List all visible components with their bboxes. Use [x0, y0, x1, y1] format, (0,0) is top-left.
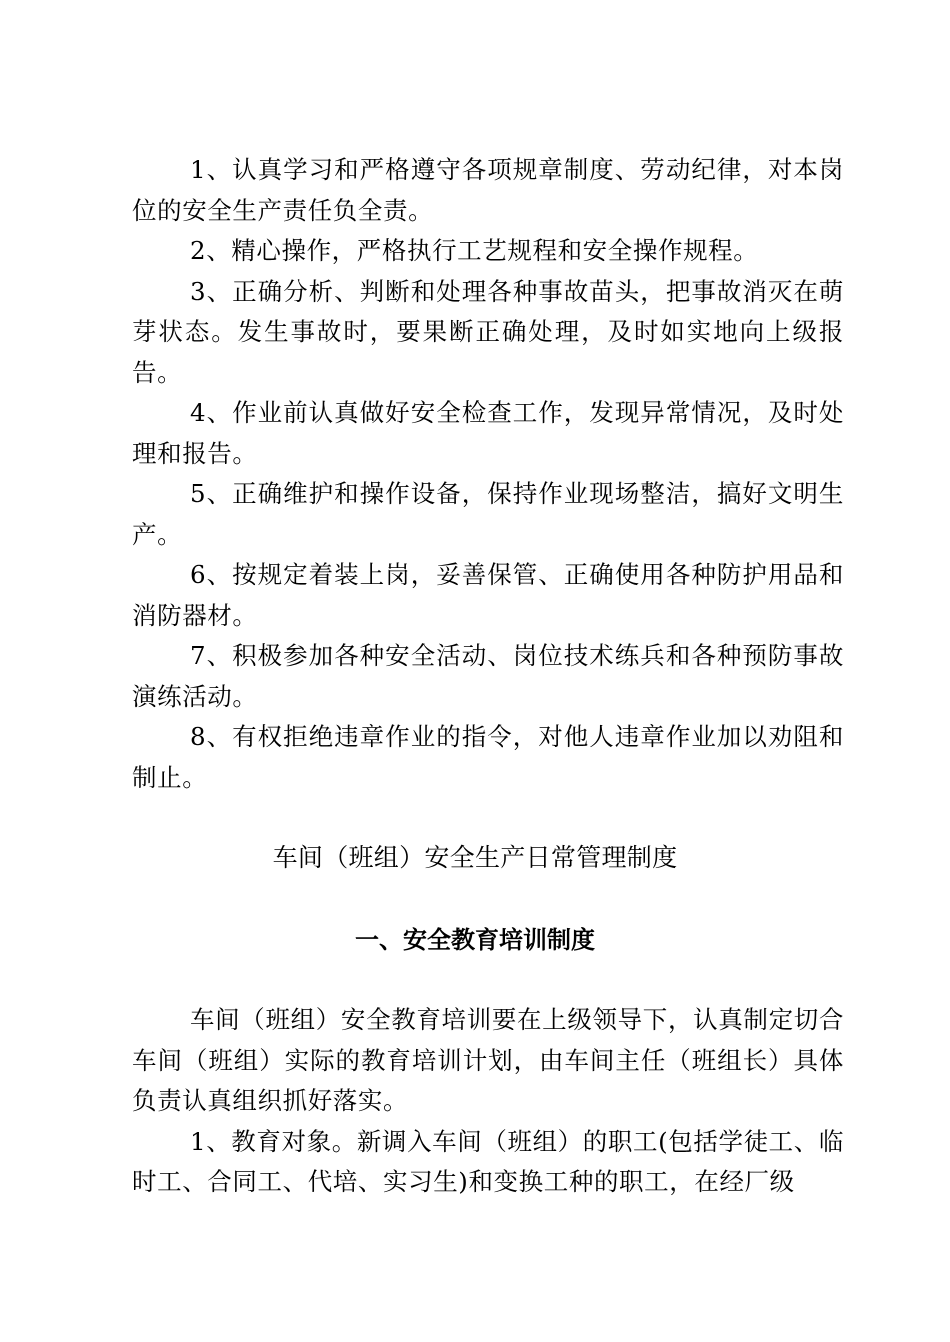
- responsibility-list: [132, 150, 844, 798]
- section-body: [132, 1000, 844, 1203]
- list-item: 1、认真学习和严格遵守各项规章制度、劳动纪律，对本岗位的安全生产责任负全责。: [132, 155, 844, 225]
- list-item: 2、精心操作，严格执行工艺规程和安全操作规程。: [190, 236, 759, 265]
- list-item: 6、按规定着装上岗，妥善保管、正确使用各种防护用品和消防器材。: [132, 560, 844, 630]
- section-paragraph: 车间（班组）安全教育培训要在上级领导下，认真制定切合车间（班组）实际的教育培训计划，由车间主任（班组长）具体负责认真组织抓好落实。: [132, 1005, 844, 1115]
- list-item: 4、作业前认真做好安全检查工作，发现异常情况，及时处理和报告。: [132, 398, 844, 468]
- list-item: 7、积极参加各种安全活动、岗位技术练兵和各种预防事故演练活动。: [132, 641, 844, 711]
- list-item: 5、正确维护和操作设备，保持作业现场整洁，搞好文明生产。: [132, 479, 844, 549]
- list-item: 3、正确分析、判断和处理各种事故苗头，把事故消灭在萌芽状态。发生事故时，要果断正确处理，及时如实地向上级报告。: [132, 276, 844, 387]
- list-item: 8、有权拒绝违章作业的指令，对他人违章作业加以劝阻和制止。: [132, 722, 844, 792]
- section-paragraph: 1、教育对象。新调入车间（班组）的职工(包括学徒工、临时工、合同工、代培、实习生)和变换工种的职工，在经厂级: [132, 1126, 844, 1196]
- section-heading: 一、安全教育培训制度: [355, 926, 595, 954]
- document-title: 车间（班组）安全生产日常管理制度: [272, 843, 678, 872]
